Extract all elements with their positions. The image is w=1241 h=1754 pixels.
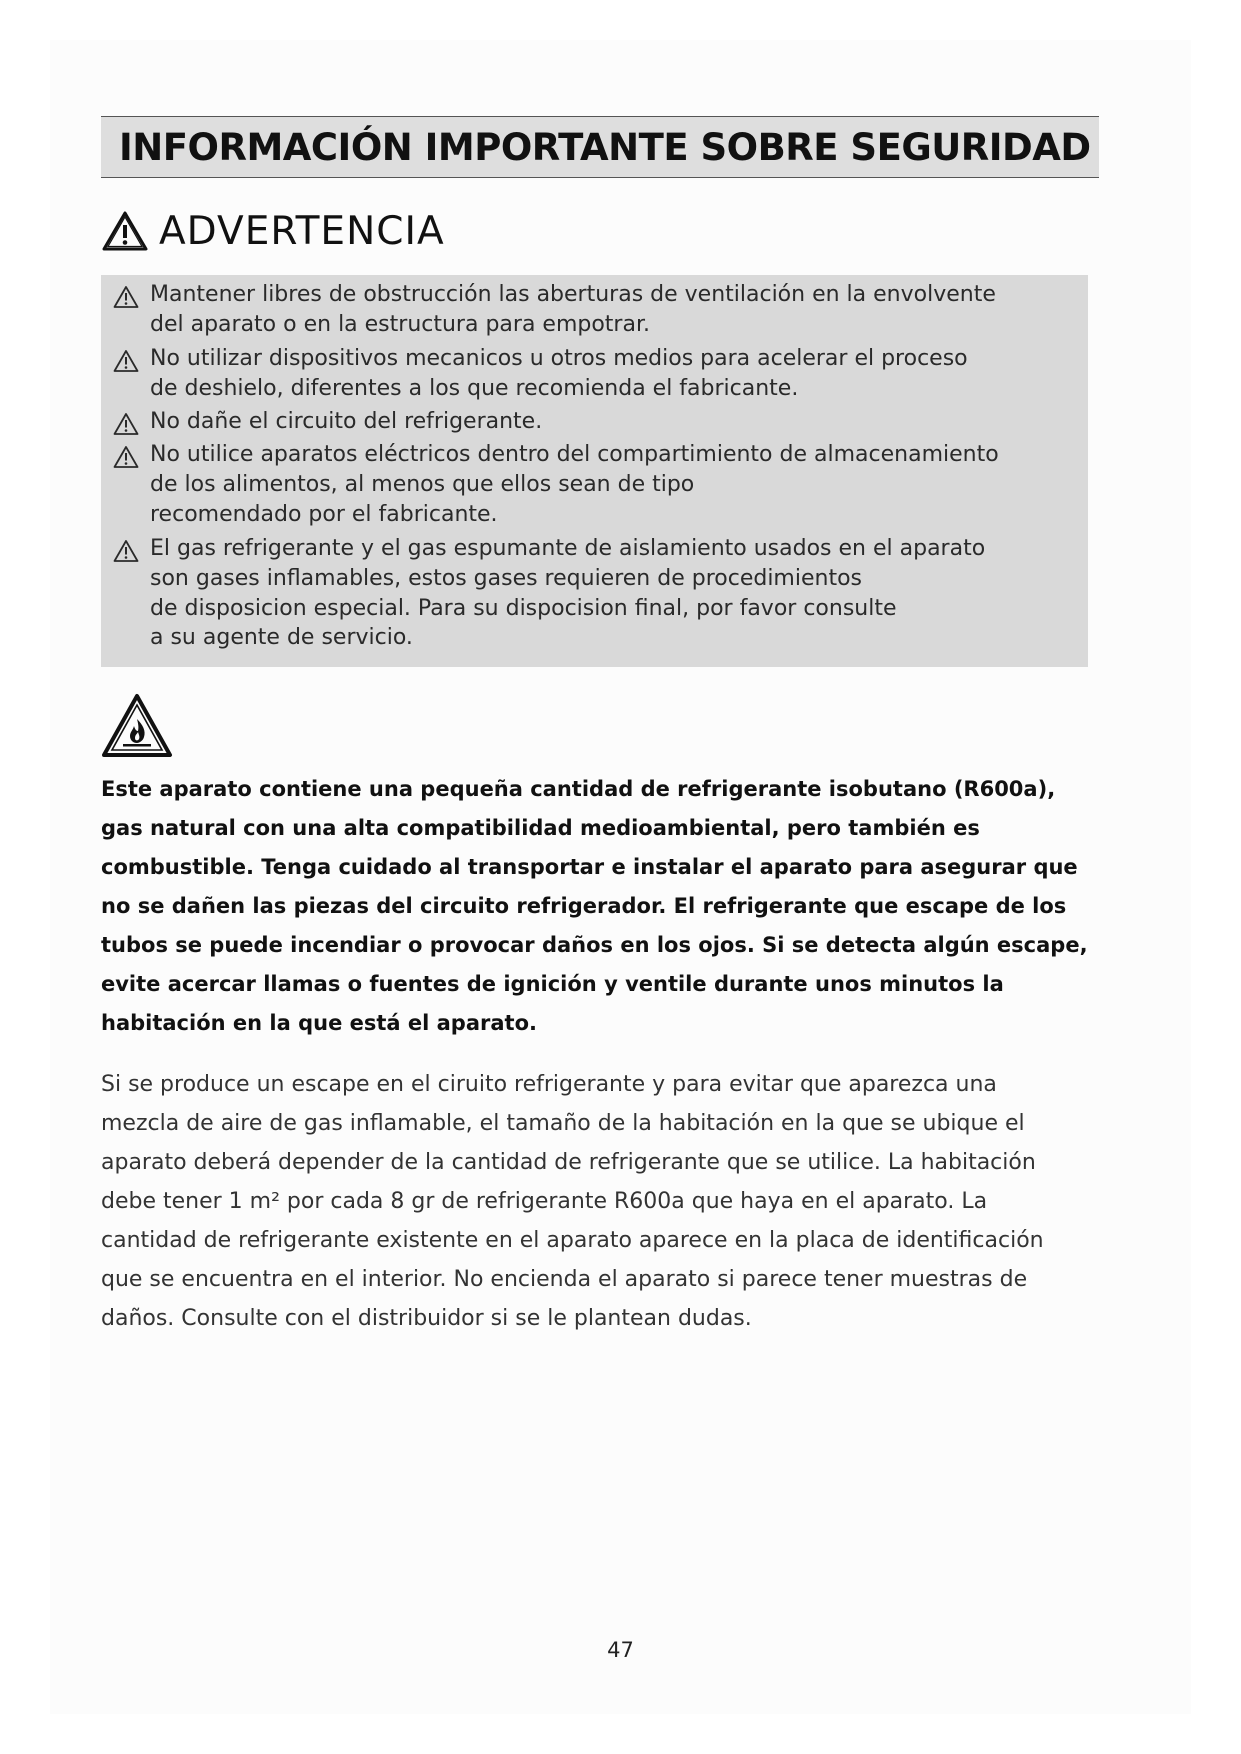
warning-item-line: No utilizar dispositivos mecanicos u otros medios para acelerar el proceso bbox=[150, 346, 968, 371]
warning-triangle-icon bbox=[113, 445, 139, 469]
warning-triangle-icon bbox=[113, 539, 139, 563]
paragraph-line: aparato deberá depender de la cantidad de refrigerante que se utilice. La habitación bbox=[101, 1150, 1036, 1175]
warning-triangle-icon bbox=[113, 349, 139, 373]
paragraph-line: Si se produce un escape en el ciruito refrigerante y para evitar que aparezca una bbox=[101, 1072, 997, 1097]
paragraph-line: habitación en la que está el aparato. bbox=[101, 1011, 537, 1035]
paragraph-line: tubos se puede incendiar o provocar daños en los ojos. Si se detecta algún escape, bbox=[101, 933, 1088, 957]
warning-heading-text: ADVERTENCIA bbox=[159, 208, 445, 254]
section-header bbox=[101, 116, 1099, 178]
warning-item-line: El gas refrigerante y el gas espumante de aislamiento usados en el aparato bbox=[150, 536, 986, 561]
warning-triangle-icon bbox=[113, 285, 139, 309]
warning-box bbox=[101, 275, 1088, 667]
paragraph-line: gas natural con una alta compatibilidad medioambiental, pero también es bbox=[101, 816, 980, 840]
paragraph-line: evite acercar llamas o fuentes de ignición y ventile durante unos minutos la bbox=[101, 972, 1004, 996]
warning-item-line: recomendado por el fabricante. bbox=[150, 502, 498, 527]
paragraph-line: que se encuentra en el interior. No encienda el aparato si parece tener muestras de bbox=[101, 1267, 1028, 1292]
paragraph-line: Este aparato contiene una pequeña cantidad de refrigerante isobutano (R600a), bbox=[101, 777, 1056, 801]
page-number: 47 bbox=[607, 1638, 634, 1662]
warning-item-line: del aparato o en la estructura para empotrar. bbox=[150, 312, 650, 337]
warning-item-line: de deshielo, diferentes a los que recomienda el fabricante. bbox=[150, 376, 799, 401]
paragraph-line: mezcla de aire de gas inflamable, el tamaño de la habitación en la que se ubique el bbox=[101, 1111, 1025, 1136]
warning-item-line: Mantener libres de obstrucción las aberturas de ventilación en la envolvente bbox=[150, 282, 996, 307]
warning-item-line: son gases inflamables, estos gases requieren de procedimientos bbox=[150, 566, 863, 591]
warning-item-line: a su agente de servicio. bbox=[150, 625, 413, 650]
paragraph-line: cantidad de refrigerante existente en el aparato aparece en la placa de identificación bbox=[101, 1228, 1044, 1253]
paragraph-line: debe tener 1 m² por cada 8 gr de refrigerante R600a que haya en el aparato. La bbox=[101, 1189, 988, 1214]
page-title: INFORMACIÓN IMPORTANTE SOBRE SEGURIDAD bbox=[119, 126, 1091, 169]
warning-item-line: No utilice aparatos eléctricos dentro del compartimiento de almacenamiento bbox=[150, 442, 999, 467]
flammable-warning-icon bbox=[101, 693, 173, 759]
paragraph-line: daños. Consulte con el distribuidor si se le plantean dudas. bbox=[101, 1306, 752, 1331]
paragraph-line: no se dañen las piezas del circuito refrigerador. El refrigerante que escape de los bbox=[101, 894, 1067, 918]
warning-heading bbox=[101, 206, 445, 256]
warning-item-line: de los alimentos, al menos que ellos sean de tipo bbox=[150, 472, 695, 497]
warning-item-line: No dañe el circuito del refrigerante. bbox=[150, 409, 543, 434]
warning-item-line: de disposicion especial. Para su dispocision final, por favor consulte bbox=[150, 596, 897, 621]
paragraph-line: combustible. Tenga cuidado al transportar e instalar el aparato para asegurar que bbox=[101, 855, 1078, 879]
warning-triangle-icon bbox=[113, 412, 139, 436]
warning-triangle-icon bbox=[101, 209, 149, 253]
